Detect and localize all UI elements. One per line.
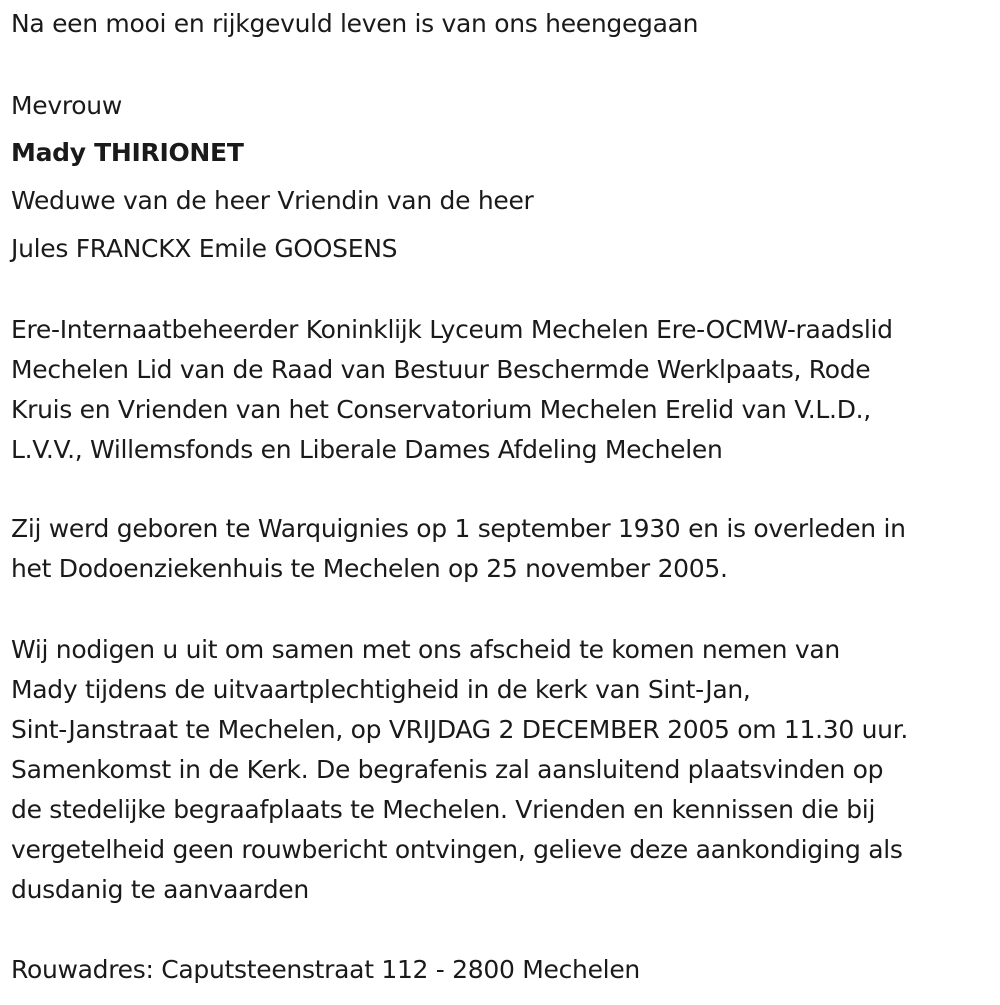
birth-death-line: het Dodoenziekenhuis te Mechelen op 25 november 2005. (11, 554, 728, 583)
invitation-line: vergetelheid geen rouwbericht ontvingen, gelieve deze aankondiging als (11, 835, 903, 864)
functions-line: Kruis en Vrienden van het Conservatorium Mechelen Erelid van V.L.D., (11, 395, 871, 424)
birth-death-line: Zij werd geboren te Warquignies op 1 september 1930 en is overleden in (11, 514, 906, 543)
salutation: Mevrouw (11, 91, 122, 120)
invitation-line: Mady tijdens de uitvaartplechtigheid in de kerk van Sint-Jan, (11, 675, 751, 704)
mourning-address: Rouwadres: Caputsteenstraat 112 - 2800 Mechelen (11, 955, 640, 984)
functions-line: L.V.V., Willemsfonds en Liberale Dames Afdeling Mechelen (11, 435, 723, 464)
intro-text: Na een mooi en rijkgevuld leven is van ons heengegaan (11, 9, 699, 38)
invitation-line: Wij nodigen u uit om samen met ons afscheid te komen nemen van (11, 635, 840, 664)
deceased-name: Mady THIRIONET (11, 138, 244, 167)
invitation-line: Sint-Janstraat te Mechelen, op VRIJDAG 2 DECEMBER 2005 om 11.30 uur. (11, 715, 909, 744)
functions-line: Ere-Internaatbeheerder Koninklijk Lyceum Mechelen Ere-OCMW-raadslid (11, 315, 893, 344)
functions-line: Mechelen Lid van de Raad van Bestuur Beschermde Werklpaats, Rode (11, 355, 871, 384)
invitation-line: de stedelijke begraafplaats te Mechelen. Vrienden en kennissen die bij (11, 795, 876, 824)
invitation-line: dusdanig te aanvaarden (11, 875, 309, 904)
invitation-line: Samenkomst in de Kerk. De begrafenis zal aansluitend plaatsvinden op (11, 755, 884, 784)
relation-line: Weduwe van de heer Vriendin van de heer (11, 186, 534, 215)
relation-names: Jules FRANCKX Emile GOOSENS (11, 234, 398, 263)
